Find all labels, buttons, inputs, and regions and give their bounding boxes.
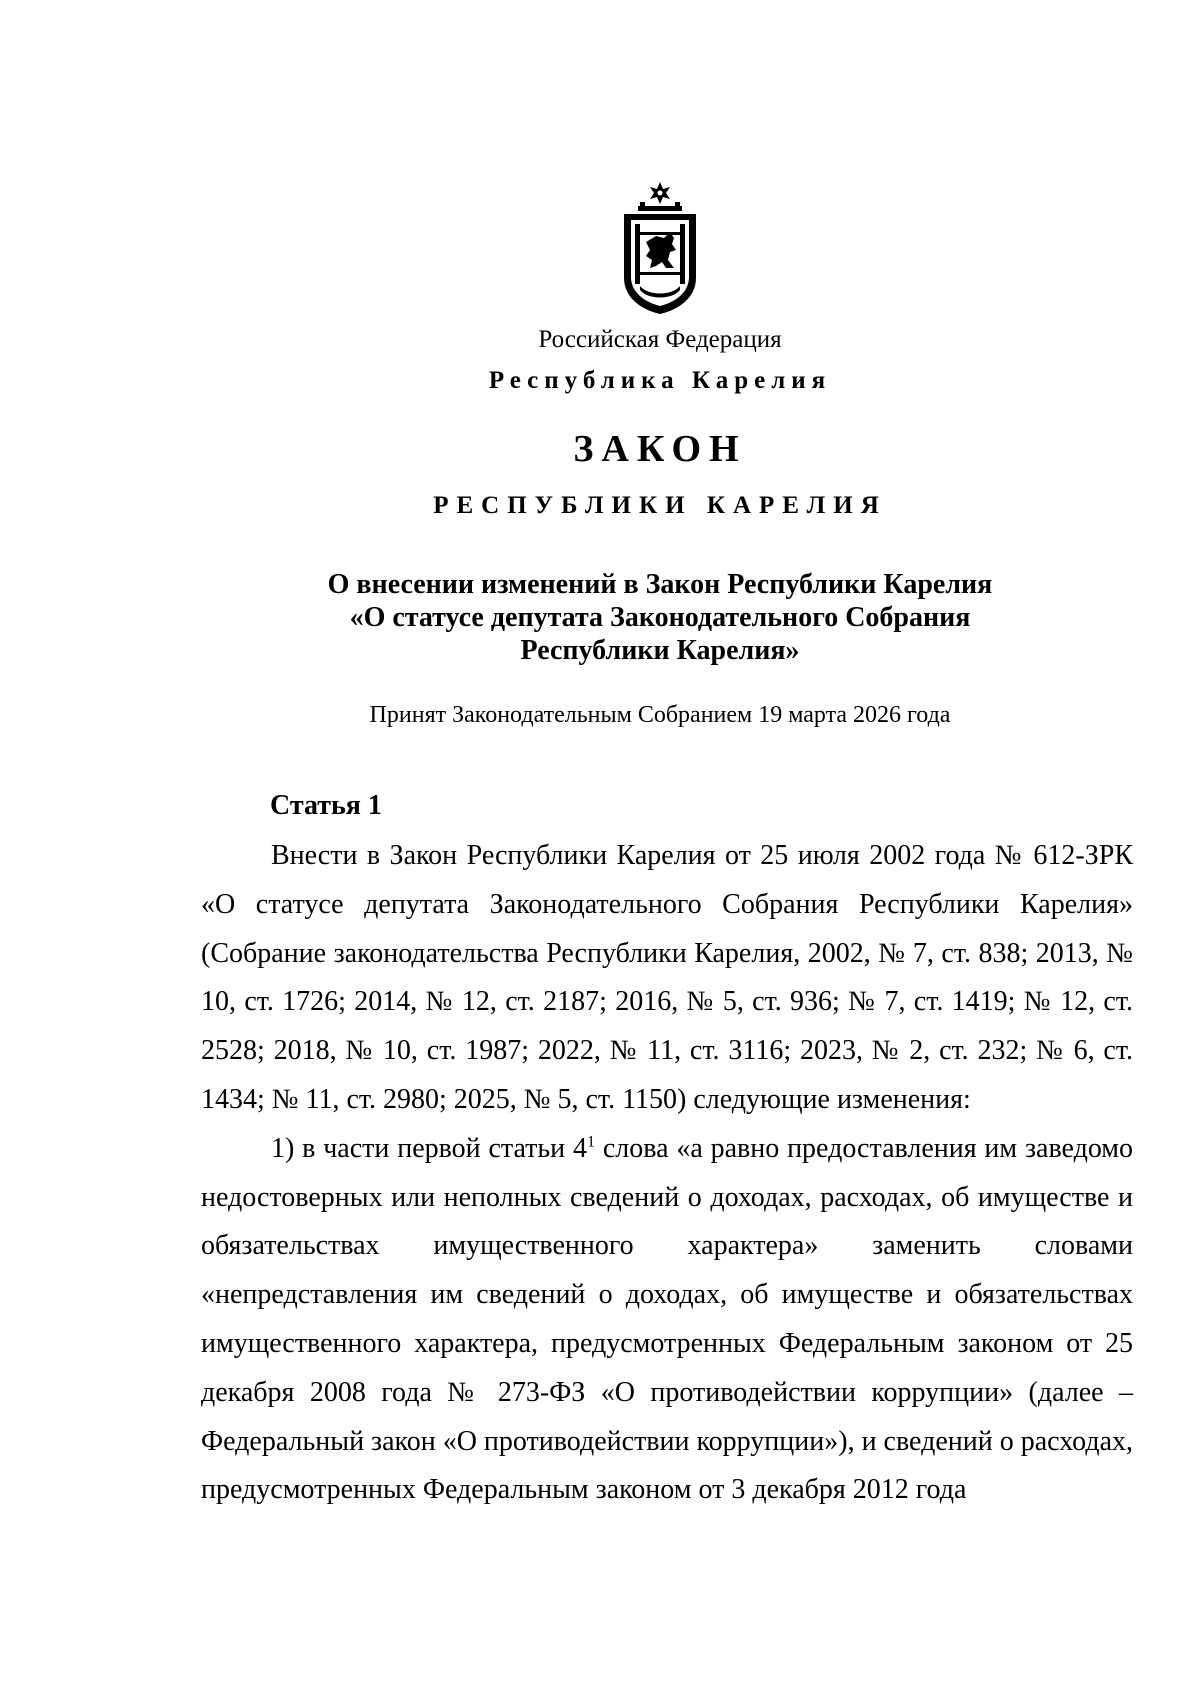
article-intro-paragraph: Внести в Закон Республики Карелия от 25 июля 2002 года № 612-ЗРК «О статусе депутата Законодательного Собрания Республики Карелия» (Собрание законодательства Республики Карелия, 2002, № 7, ст. 838; 2013, № 10, ст. 1726; 2014, № 12, ст. 2187; 2016, № 5, ст. 936; № 7, ст. 1419; № 12, ст. 2528; 2018, № 10, ст. 1987; 2022, № 11, ст. 3116; 2023, № 2, ст. 232; № 6, ст. 1434; № 11, ст. 2980; 2025, № 5, ст. 1150) следующие изменения: [201,840,1133,1115]
republic-name: Республика Карелия [488,367,832,394]
coat-of-arms-icon [616,182,704,316]
adoption-note: Принят Законодательным Собранием 19 марта 2026 года [369,702,951,728]
item-1-superscript: 1 [587,1133,595,1151]
item-1-prefix: 1) в части первой статьи 4 [271,1132,587,1164]
law-name [0,568,1200,667]
law-subtitle: РЕСПУБЛИКИ КАРЕЛИЯ [433,492,887,519]
law-name-line: «О статусе депутата Законодательного Собрания [349,602,971,633]
law-title: ЗАКОН [573,428,747,470]
article-body [201,832,1133,1515]
article-item-1 [201,1125,1133,1515]
item-1-text: слова «а равно предоставления им заведомо недостоверных или неполных сведений о доходах, расходах, об имуществе и обязательствах имущественного характера» заменить словами «непредставления им сведений о доходах, об имуществе и обязательствах имущественного характера, предусмотренных Федеральным законом от 25 декабря 2008 года № 273-ФЗ «О противодействии коррупции» (далее – Федеральный закон «О противодействии коррупции»), и сведений о расходах, предусмотренных Федеральным законом от 3 декабря 2012 года [201,1132,1134,1506]
law-name-line: О внесении изменений в Закон Республики Карелия [327,569,993,600]
country-name: Российская Федерация [538,326,782,353]
article-heading: Статья 1 [270,790,382,821]
law-name-line: Республики Карелия» [520,635,800,666]
